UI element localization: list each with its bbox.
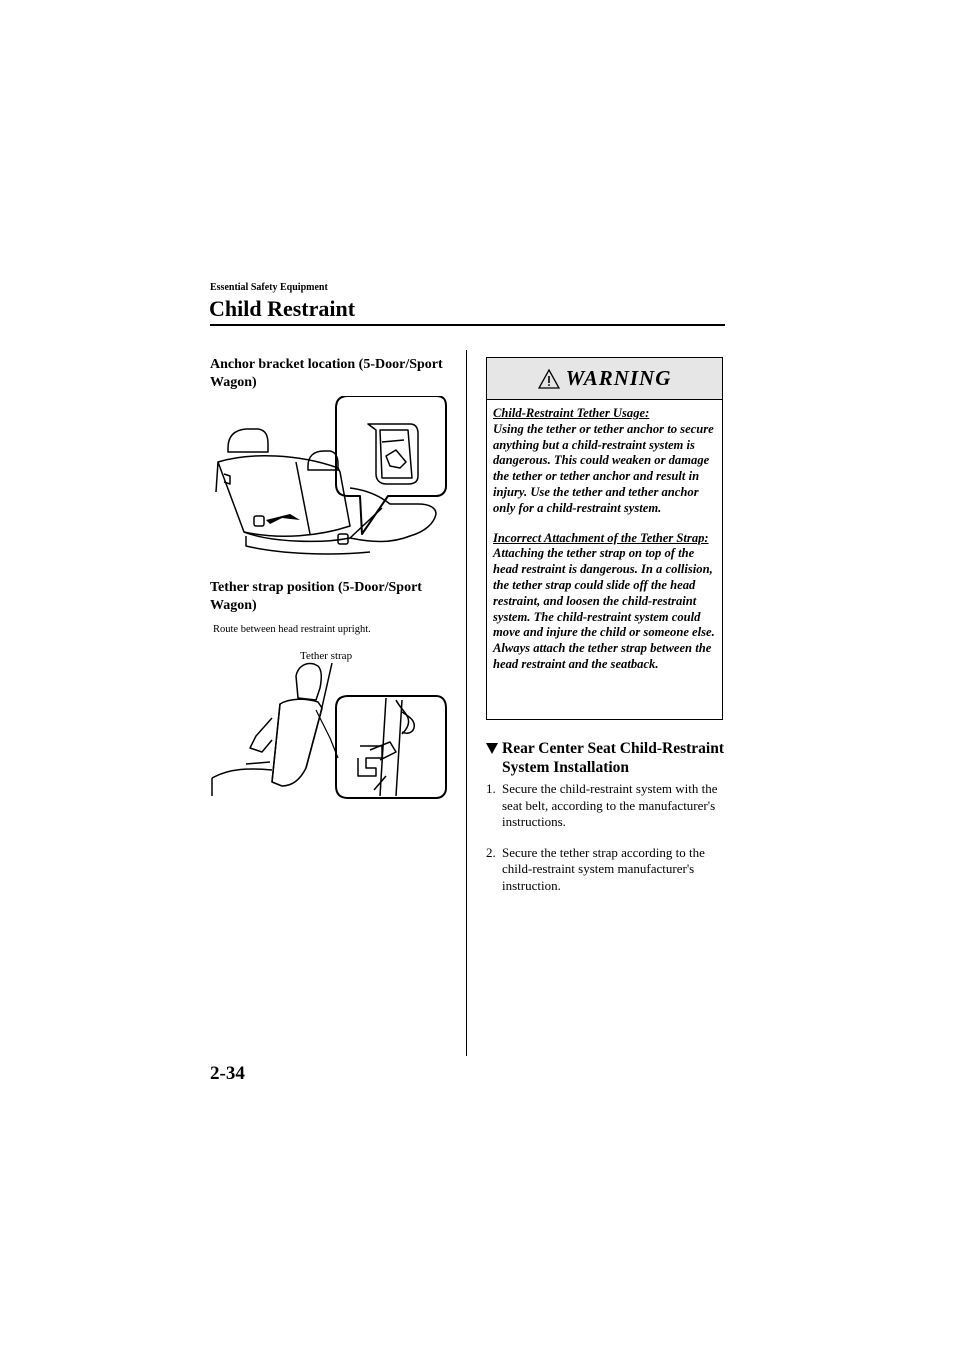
tether-strap-illustration: [210, 618, 450, 803]
page-number: 2-34: [210, 1063, 245, 1084]
subsection-heading-text: Rear Center Seat Child-Restraint System Installation: [502, 740, 724, 776]
anchor-bracket-illustration: [210, 396, 450, 556]
warning-item: [493, 406, 718, 517]
warning-item-text: Attaching the tether strap on top of the head restraint is dangerous. In a collision, the tether strap could slide off the head restraint, and loosen the child-restraint system. The child-restraint system could move and injure the child or someone else. Always attach the tether strap between the head restraint and the seatback.: [493, 546, 715, 671]
section-label: Essential Safety Equipment: [210, 282, 328, 293]
list-item: [486, 781, 726, 831]
header-rule: [210, 324, 725, 326]
anchor-figure-caption: Anchor bracket location (5-Door/Sport Wagon): [210, 357, 443, 390]
step-text: Secure the tether strap according to the child-restraint system manufacturer's instruction.: [502, 844, 705, 893]
column-divider: [466, 350, 467, 1056]
warning-triangle-icon: [538, 369, 560, 389]
step-text: Secure the child-restraint system with the seat belt, according to the manufacturer's instructions.: [502, 781, 718, 829]
triangle-bullet-icon: [486, 743, 498, 754]
warning-item-heading: Incorrect Attachment of the Tether Strap:: [493, 530, 709, 545]
tether-figure-note: Route between head restraint upright.: [213, 624, 371, 635]
step-number: 1.: [486, 781, 496, 796]
step-number: 2.: [486, 844, 496, 860]
tether-figure-caption: Tether strap position (5-Door/Sport Wagon): [210, 580, 422, 613]
tether-strap-label: Tether strap: [300, 650, 353, 662]
subsection-heading: [486, 739, 726, 777]
page-title: Child Restraint: [209, 296, 356, 321]
warning-header: [487, 358, 722, 400]
list-item: [486, 845, 726, 895]
warning-body: [487, 400, 722, 673]
warning-box: [486, 357, 723, 720]
warning-item-text: Using the tether or tether anchor to secure anything but a child-restraint system is dangerous. This could weaken or damage the tether or tether anchor and result in injury. Use the tether and tether anchor only for a child-restraint system.: [493, 421, 714, 515]
steps-list: [486, 781, 726, 908]
warning-item: [493, 531, 718, 673]
warning-item-heading: Child-Restraint Tether Usage:: [493, 406, 650, 420]
warning-title: WARNING: [565, 366, 672, 390]
